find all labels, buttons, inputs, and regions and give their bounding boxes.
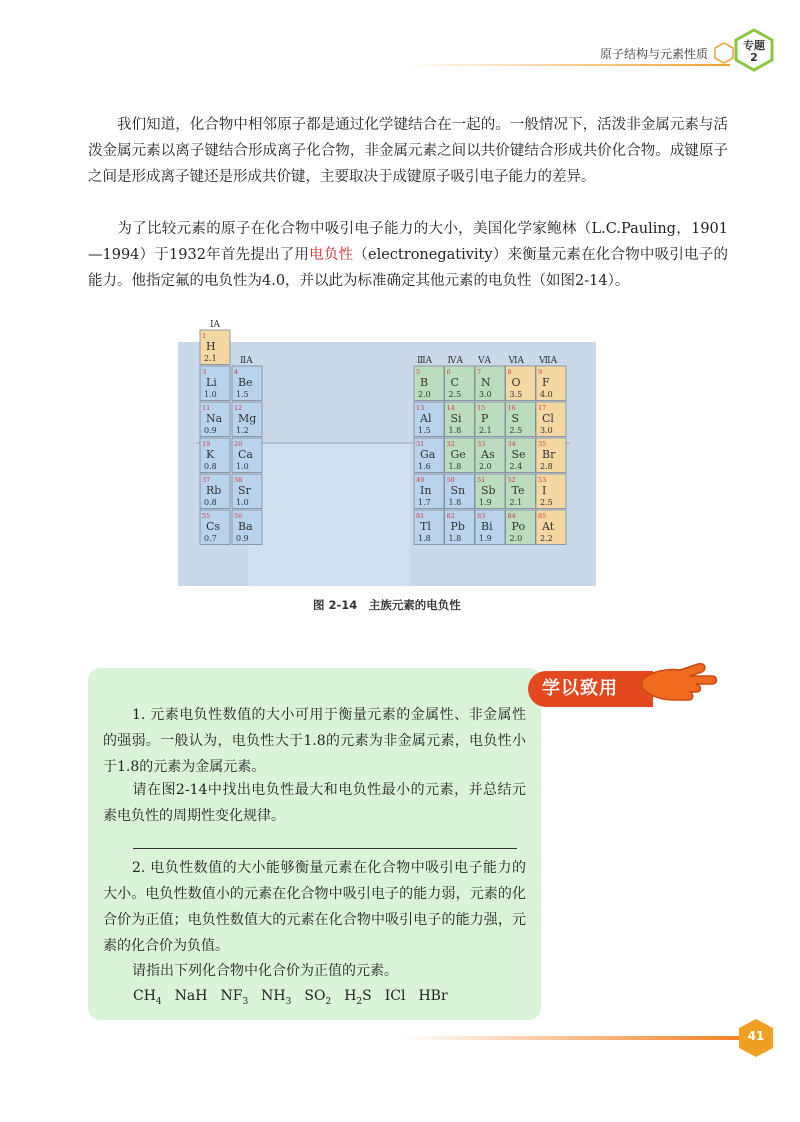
element-Mg-number: 12 [234,404,243,412]
element-Cl-number: 17 [538,404,547,412]
element-Pb-number: 82 [446,512,455,520]
group-label: ⅦA [539,356,558,366]
answer-line[interactable] [133,848,517,849]
element-Na-symbol: Na [206,412,223,425]
element-B-number: 5 [416,368,421,376]
element-At-symbol: At [542,520,555,533]
element-Te-number: 52 [507,476,516,484]
element-B-value: 2.0 [418,390,431,399]
topic-number: 2 [750,51,758,64]
element-F-value: 4.0 [540,390,553,399]
compound-formula: $CH_4$ [133,988,162,1007]
element-Be-symbol: Be [238,376,253,389]
element-Cl-symbol: Cl [542,412,554,425]
question-1-text: 1. 元素电负性数值的大小可用于衡量元素的金属性、非金属性的强弱。一般认为，电负性大于1.8的元素为非金属元素，电负性小于1.8的元素为金属元素。 [103,707,526,775]
topic-badge [734,40,774,64]
element-Br-number: 35 [538,440,547,448]
paragraph-2-text-b: （electronegativity）来衡量元素在化合物中吸引电子的能力。他指定氟的电负性为4.0，并以此为标准确定其他元素的电负性（如图2-14）。 [88,247,728,289]
element-Bi-value: 1.9 [479,534,492,543]
element-Ba-symbol: Ba [238,520,253,533]
element-O-value: 3.5 [509,390,523,399]
element-Se-symbol: Se [511,448,526,461]
element-S-symbol: S [511,412,520,425]
compound-list [133,988,461,1007]
chapter-title: 原子结构与元素性质 [600,47,709,61]
element-Be-number: 4 [234,368,239,376]
element-K-value: 0.8 [204,462,217,471]
element-Na-value: 0.9 [204,426,217,435]
element-Rb-symbol: Rb [206,484,222,497]
element-N-number: 7 [477,368,482,376]
element-Ga-value: 1.6 [418,462,431,471]
element-I-number: 53 [538,476,547,484]
element-P-number: 15 [477,404,486,412]
transition-gap [248,443,410,586]
compound-formula: NaH [174,988,208,1004]
element-P-value: 2.1 [479,426,492,435]
element-F-number: 9 [538,368,543,376]
element-Cs-number: 55 [202,512,211,520]
question-1-task [103,777,526,829]
group-label: ⅤA [478,356,491,366]
electronegativity-term: 电负性 [309,247,354,263]
compound-formula: $NF_3$ [220,988,249,1007]
element-K-symbol: K [206,448,215,461]
element-At-number: 85 [538,512,547,520]
question-1-task-text: 请在图2-14中找出电负性最大和电负性最小的元素，并总结元素电负性的周期性变化规律。 [103,782,526,824]
topic-label: 专题 [743,39,765,52]
question-1 [103,702,526,780]
compound-formula: $SO_2$ [304,988,332,1007]
footer-rule [400,1036,745,1040]
element-Sb-number: 51 [477,476,486,484]
element-Rb-value: 0.8 [204,498,217,507]
element-I-value: 2.5 [540,498,553,507]
element-Li-value: 1.0 [204,390,217,399]
element-At-value: 2.2 [540,534,553,543]
element-Li-symbol: Li [206,376,217,389]
element-Ge-symbol: Ge [450,448,466,461]
paragraph-2 [88,216,728,294]
element-Al-number: 13 [416,404,425,412]
element-Ga-number: 31 [416,440,425,448]
element-Si-value: 1.8 [448,426,462,435]
element-S-value: 2.5 [509,426,523,435]
element-Br-value: 2.8 [540,462,553,471]
group-label: ⅢA [417,356,433,366]
element-As-number: 33 [477,440,486,448]
element-Tl-number: 81 [416,512,425,520]
element-C-symbol: C [450,376,459,389]
element-Te-symbol: Te [511,484,525,497]
element-Sb-symbol: Sb [481,484,496,497]
paragraph-1-text: 我们知道，化合物中相邻原子都是通过化学键结合在一起的。一般情况下，活泼非金属元素与活泼金属元素以离子键结合形成离子化合物，非金属元素之间以共价键结合形成共价化合物。成键原子之间是形成离子键还是形成共价键，主要取决于成键原子吸引电子能力的差异。 [88,117,728,185]
element-Bi-symbol: Bi [481,520,493,533]
electronegativity-table [178,318,596,586]
element-Pb-value: 1.8 [448,534,462,543]
element-Si-number: 14 [446,404,455,412]
element-As-symbol: As [481,448,495,461]
element-Bi-number: 83 [477,512,486,520]
page-number: 41 [747,1029,765,1043]
element-Po-symbol: Po [511,520,526,533]
element-Ba-value: 0.9 [236,534,249,543]
element-Sn-number: 50 [446,476,455,484]
element-Ca-symbol: Ca [238,448,253,461]
element-As-value: 2.0 [479,462,492,471]
element-Po-value: 2.0 [509,534,523,543]
element-Na-number: 11 [202,404,211,412]
element-Sn-value: 1.8 [448,498,462,507]
element-Sn-symbol: Sn [450,484,466,497]
question-2-task-text: 请指出下列化合物中化合价为正值的元素。 [132,963,398,979]
element-O-number: 8 [507,368,512,376]
element-Ga-symbol: Ga [420,448,436,461]
practice-badge: 学以致用 [528,671,653,707]
element-Tl-value: 1.8 [418,534,431,543]
element-Sr-symbol: Sr [238,484,251,497]
element-Ca-number: 20 [234,440,243,448]
element-Po-number: 84 [507,512,516,520]
pointing-hand-icon [640,656,720,706]
element-In-symbol: In [420,484,432,497]
paragraph-2-text-a: 为了比较元素的原子在化合物中吸引电子能力的大小，美国化学家鲍林（L.C.Pauling，1901—1994）于1932年首先提出了用 [88,221,728,263]
group-label: ⅣA [447,356,463,366]
question-2-task [103,958,526,984]
element-C-value: 2.5 [448,390,462,399]
element-I-symbol: I [542,484,547,497]
element-Tl-symbol: Tl [420,520,431,533]
element-Cl-value: 3.0 [540,426,553,435]
question-2 [103,855,526,959]
element-Sr-number: 38 [234,476,243,484]
element-Cs-value: 0.7 [204,534,217,543]
question-2-text: 2. 电负性数值的大小能够衡量元素在化合物中吸引电子能力的大小。电负性数值小的元素在化合物中吸引电子的能力弱，元素的化合价为正值；电负性数值大的元素在化合物中吸引电子的能力强，元素的化合价为负值。 [103,860,526,954]
element-Mg-value: 1.2 [236,426,249,435]
element-N-value: 3.0 [479,390,492,399]
element-Ca-value: 1.0 [236,462,249,471]
element-S-number: 16 [507,404,516,412]
element-H-value: 2.1 [204,354,217,363]
compound-formula: $NH_3$ [261,988,292,1007]
header-rule [400,64,730,66]
element-In-number: 49 [416,476,425,484]
compound-formula: $H_2S$ [344,988,372,1007]
element-Rb-number: 37 [202,476,211,484]
group-label: ⅡA [240,356,253,366]
compound-formula: ICl [384,988,406,1004]
figure-caption: 图 2-14 主族元素的电负性 [313,598,461,612]
element-P-symbol: P [481,412,489,425]
element-B-symbol: B [420,376,429,389]
element-In-value: 1.7 [418,498,431,507]
element-Mg-symbol: Mg [238,412,257,425]
element-Se-number: 34 [507,440,516,448]
element-F-symbol: F [542,376,550,389]
element-Sb-value: 1.9 [479,498,492,507]
compound-formula: HBr [418,988,448,1004]
element-K-number: 19 [202,440,211,448]
hexagon-icon [713,42,735,64]
element-Ge-number: 32 [446,440,455,448]
element-H-symbol: H [206,340,216,353]
paragraph-1 [88,112,728,190]
element-C-number: 6 [446,368,451,376]
element-Br-symbol: Br [542,448,556,461]
element-Al-value: 1.5 [418,426,431,435]
element-Al-symbol: Al [420,412,432,425]
element-Be-value: 1.5 [236,390,249,399]
element-Cs-symbol: Cs [206,520,221,533]
element-Te-value: 2.1 [509,498,523,507]
element-N-symbol: N [481,376,491,389]
table-top-space [178,318,596,342]
element-Li-number: 3 [202,368,207,376]
element-O-symbol: O [511,376,521,389]
group-label: ⅠA [210,320,221,330]
element-Si-symbol: Si [450,412,462,425]
element-Pb-symbol: Pb [450,520,465,533]
element-Se-value: 2.4 [509,462,523,471]
element-H-number: 1 [202,332,207,340]
element-Ba-number: 56 [234,512,243,520]
group-label: ⅥA [508,356,525,366]
element-Ge-value: 1.8 [448,462,462,471]
element-Sr-value: 1.0 [236,498,249,507]
